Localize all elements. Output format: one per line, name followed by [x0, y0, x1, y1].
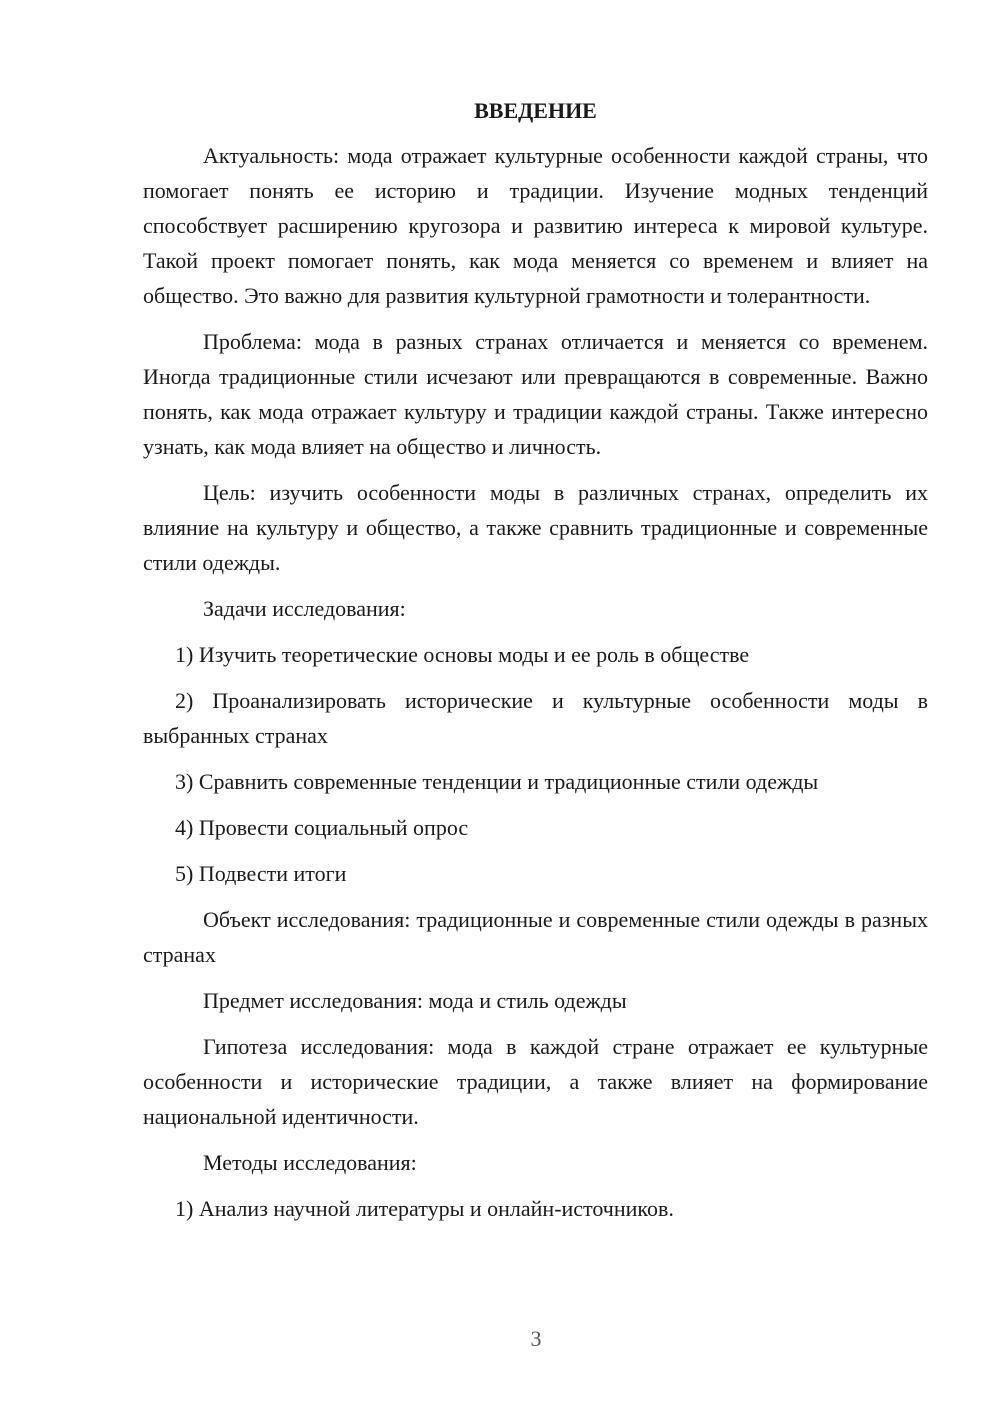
- goal-paragraph: Цель: изучить особенности моды в различных странах, определить их влияние на культуру и общество, а также сравнить традиционные и современные стили одежды.: [143, 480, 928, 575]
- page-number: 3: [530, 1326, 542, 1351]
- task-item: 4) Провести социальный опрос: [175, 815, 469, 840]
- task-item: 2) Проанализировать исторические и культурные особенности моды в выбранных странах: [143, 688, 928, 748]
- method-item: 1) Анализ научной литературы и онлайн-источников.: [175, 1196, 674, 1221]
- task-item: 1) Изучить теоретические основы моды и ее роль в обществе: [175, 642, 750, 667]
- tasks-list: [143, 637, 928, 891]
- subject-paragraph: Предмет исследования: мода и стиль одежды: [203, 988, 627, 1013]
- methods-list: [143, 1191, 928, 1226]
- tasks-heading: Задачи исследования:: [203, 596, 406, 621]
- object-paragraph: Объект исследования: традиционные и современные стили одежды в разных странах: [143, 907, 928, 967]
- hypothesis-paragraph: Гипотеза исследования: мода в каждой стране отражает ее культурные особенности и исторические традиции, а также влияет на формирование национальной идентичности.: [143, 1034, 928, 1129]
- problem-paragraph: Проблема: мода в разных странах отличается и меняется со временем. Иногда традиционные стили исчезают или превращаются в современные. Важно понять, как мода отражает культуру и традиции каждой страны. Также интересно узнать, как мода влияет на общество и личность.: [143, 329, 928, 459]
- task-item: 3) Сравнить современные тенденции и традиционные стили одежды: [175, 769, 819, 794]
- task-item: 5) Подвести итоги: [175, 861, 347, 886]
- methods-heading: Методы исследования:: [203, 1150, 417, 1175]
- relevance-paragraph: Актуальность: мода отражает культурные особенности каждой страны, что помогает понять ее историю и традиции. Изучение модных тенденций способствует расширению кругозора и развитию интереса к мировой культуре. Такой проект помогает понять, как мода меняется со временем и влияет на общество. Это важно для развития культурной грамотности и толерантности.: [143, 143, 928, 308]
- page-title: ВВЕДЕНИЕ: [474, 98, 597, 123]
- page-content: [143, 96, 928, 1237]
